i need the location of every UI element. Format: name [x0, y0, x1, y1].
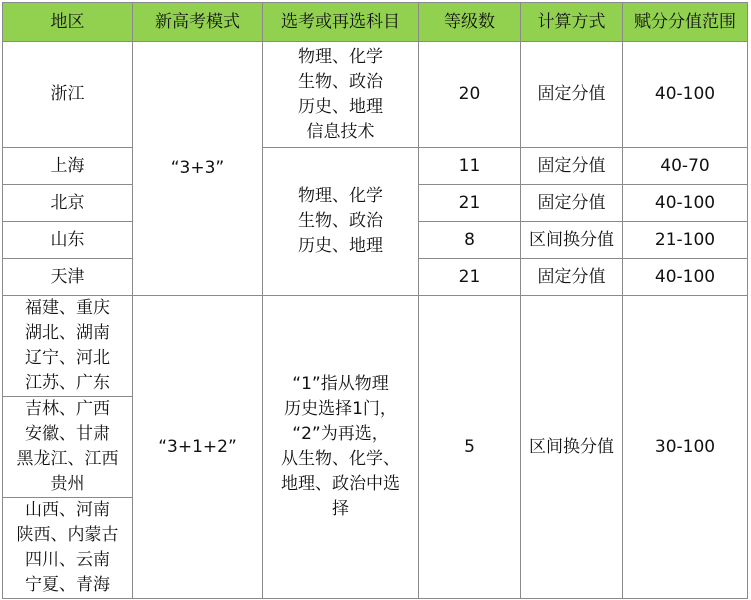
- header-subjects: 选考或再选科目: [263, 3, 419, 42]
- region-cell: 山东: [3, 222, 133, 259]
- method-cell: 固定分值: [521, 259, 623, 296]
- method-cell: 区间换分值: [521, 296, 623, 599]
- range-cell: 40-100: [623, 42, 748, 148]
- levels-cell: 20: [419, 42, 521, 148]
- method-cell: 固定分值: [521, 148, 623, 185]
- header-method: 计算方式: [521, 3, 623, 42]
- range-cell: 21-100: [623, 222, 748, 259]
- table-row: [3, 42, 748, 148]
- header-row: [3, 3, 748, 42]
- method-cell: 区间换分值: [521, 222, 623, 259]
- mode-cell: “3+1+2”: [133, 296, 263, 599]
- region-group-cell: 吉林、广西 安徽、甘肃 黑龙江、江西 贵州: [3, 397, 133, 498]
- subjects-cell: 物理、化学 生物、政治 历史、地理: [263, 148, 419, 296]
- levels-cell: 21: [419, 259, 521, 296]
- region-cell: 北京: [3, 185, 133, 222]
- region-cell: 上海: [3, 148, 133, 185]
- score-table-container: [2, 2, 748, 599]
- region-cell: 浙江: [3, 42, 133, 148]
- subjects-cell: 物理、化学 生物、政治 历史、地理 信息技术: [263, 42, 419, 148]
- levels-cell: 8: [419, 222, 521, 259]
- header-levels: 等级数: [419, 3, 521, 42]
- table-row: [3, 296, 748, 397]
- range-cell: 40-100: [623, 185, 748, 222]
- levels-cell: 21: [419, 185, 521, 222]
- header-mode: 新高考模式: [133, 3, 263, 42]
- header-region: 地区: [3, 3, 133, 42]
- levels-cell: 5: [419, 296, 521, 599]
- range-cell: 30-100: [623, 296, 748, 599]
- region-group-cell: 山西、河南 陕西、内蒙古 四川、云南 宁夏、青海: [3, 498, 133, 599]
- mode-cell: “3+3”: [133, 42, 263, 296]
- region-cell: 天津: [3, 259, 133, 296]
- levels-cell: 11: [419, 148, 521, 185]
- method-cell: 固定分值: [521, 42, 623, 148]
- region-group-cell: 福建、重庆 湖北、湖南 辽宁、河北 江苏、广东: [3, 296, 133, 397]
- method-cell: 固定分值: [521, 185, 623, 222]
- range-cell: 40-70: [623, 148, 748, 185]
- table-row: [3, 148, 748, 185]
- gaokao-scoring-table: [2, 2, 748, 599]
- subjects-cell: “1”指从物理 历史选择1门， “2”为再选， 从生物、化学、 地理、政治中选 择: [263, 296, 419, 599]
- range-cell: 40-100: [623, 259, 748, 296]
- header-range: 赋分分值范围: [623, 3, 748, 42]
